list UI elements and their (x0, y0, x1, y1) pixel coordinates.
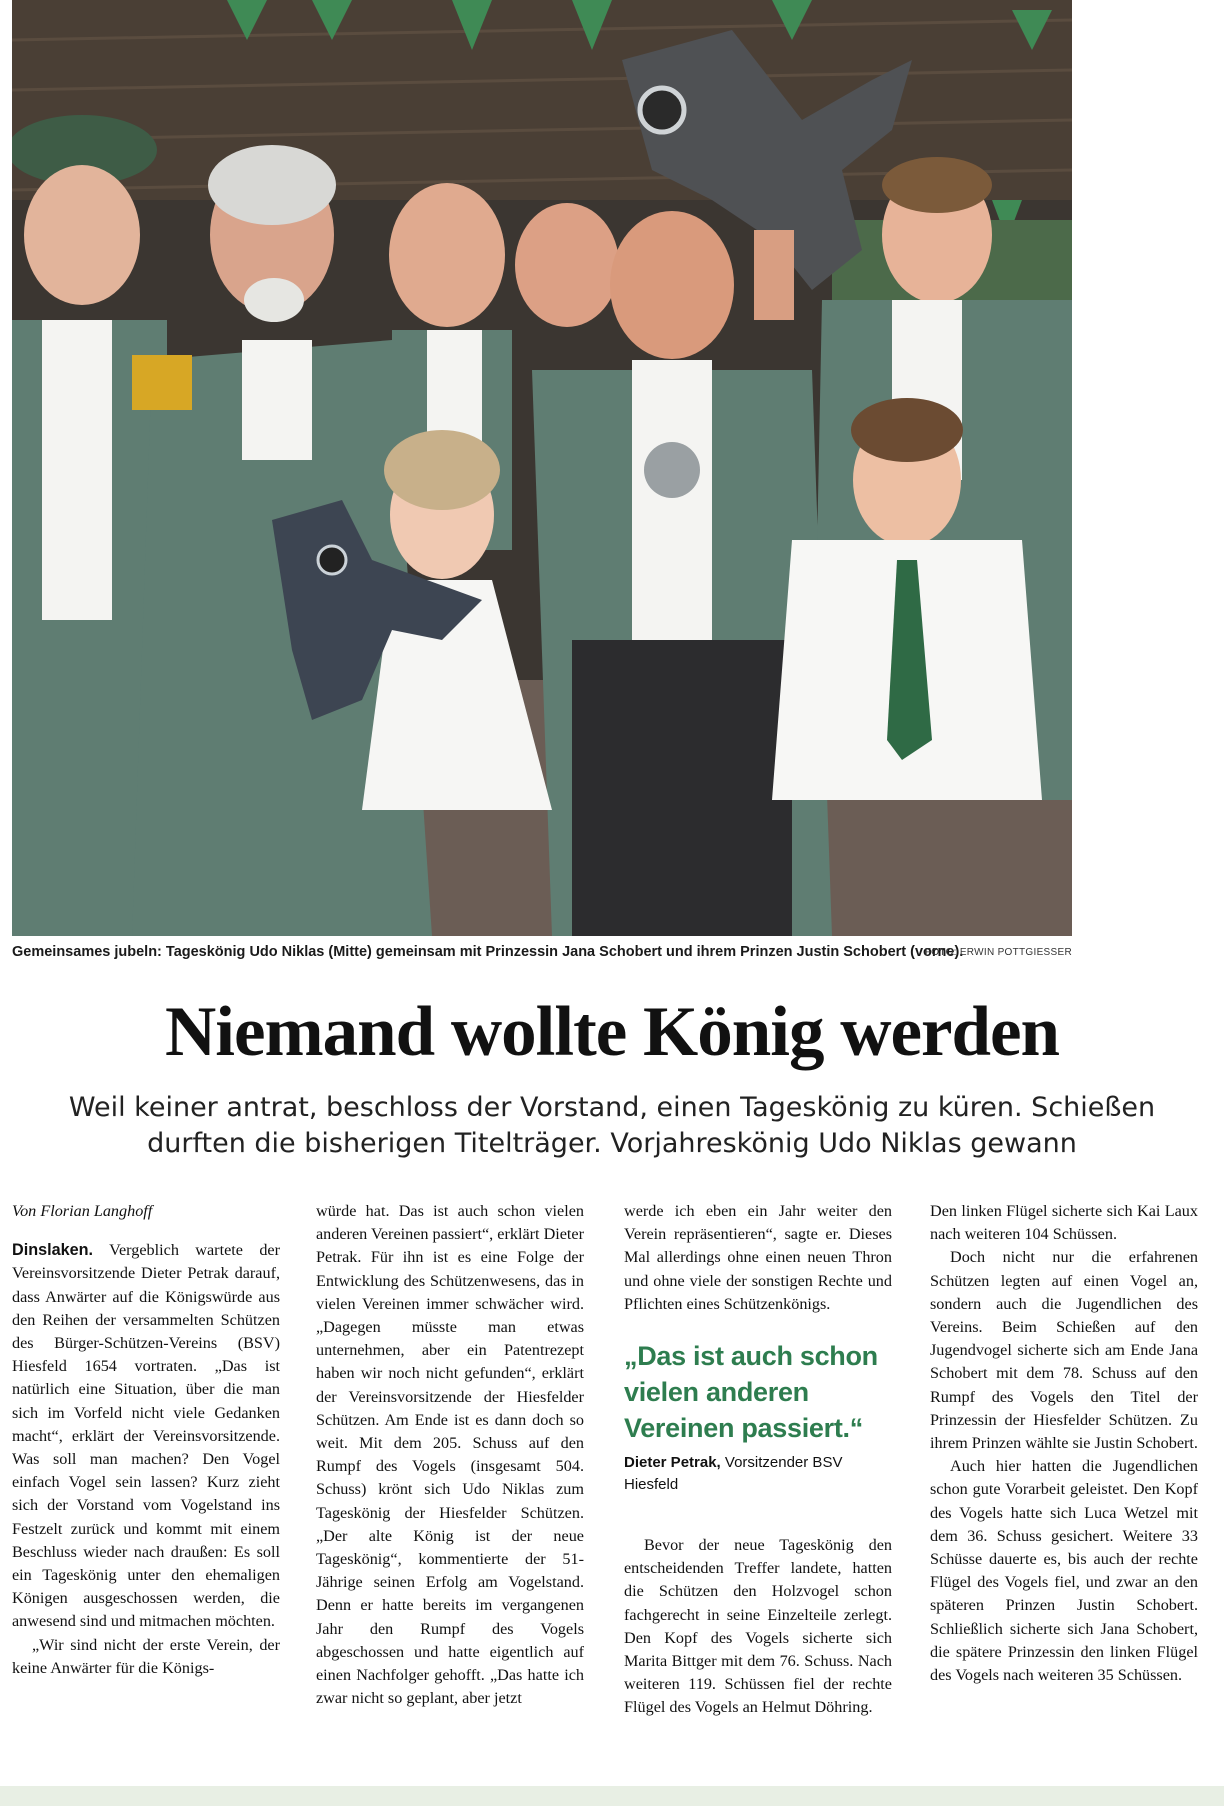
headline: Niemand wollte König werden (165, 993, 1059, 1071)
page-bottom-band (0, 1786, 1224, 1806)
article-column-1 (12, 1200, 280, 1680)
quote-author: Dieter Petrak, (624, 1454, 721, 1472)
subhead-line-1: Weil keiner antrat, beschloss der Vorstand, einen Tageskönig zu küren. Schießen (68, 1092, 1156, 1123)
pull-quote-text: „Das ist auch schon vielen anderen Vereinen passiert.“ (624, 1341, 878, 1444)
group-photo-illustration (12, 0, 1072, 936)
article-column-2 (316, 1200, 584, 1710)
subheadline (12, 1090, 1212, 1162)
pull-quote-attribution (624, 1452, 892, 1496)
paragraph: Den linken Flügel sicherte sich Kai Laux nach weiteren 104 Schüssen. (930, 1202, 1198, 1244)
paragraph: Bevor der neue Tageskönig den entscheidenden Treffer landete, hatten die Schützen den Holzvogel schon fachgerecht in seine Einzelteile zerlegt. Den Kopf des Vogels sicherte sich Marita Bittger mit dem 76. Schuss. Nach weiteren 119. Schüssen fiel der rechte Flügel des Vogels an Helmut Döhring. (624, 1536, 892, 1717)
quote-role: Vorsitzender BSV Hiesfeld (624, 1454, 843, 1494)
article-column-3 (624, 1200, 892, 1720)
subhead-line-2: durften die bisherigen Titelträger. Vorjahreskönig Udo Niklas gewann (147, 1128, 1077, 1159)
paragraph: Auch hier hatten die Jugendlichen schon gute Vorarbeit geleistet. Den Kopf des Vogels hatte sich Luca Wetzel mit dem 36. Schuss gesichert. Weitere 33 Schüsse dauerte es, bis auch der rechte Flügel des Vogels fiel, und zwar an den späteren Prinzen Justin Schobert. Schließlich sicherte sich Jana Schobert, die spätere Prinzessin den linken Flügel des Vogels nach weiteren 35 Schüssen. (930, 1457, 1198, 1685)
paragraph (12, 1239, 280, 1633)
paragraph: „Wir sind nicht der erste Verein, der keine Anwärter für die Königs- (12, 1635, 280, 1677)
pull-quote (624, 1338, 892, 1496)
dateline: Dinslaken. (12, 1241, 93, 1260)
photo-credit: FOTO: ERWIN POTTGIESSER (924, 947, 1072, 958)
paragraph: Doch nicht nur die erfahrenen Schützen legten auf einen Vogel an, sondern auch die Jugendlichen des Vereins. Beim Schießen auf den Jugendvogel sicherte sich am Ende Jana Schobert mit dem 78. Schuss auf den Rumpf des Vogels den Titel der Prinzessin der Hiesfelder Schützen. Zu ihrem Prinzen wählte sie Justin Schobert. (930, 1248, 1198, 1453)
paragraph: werde ich eben ein Jahr weiter den Verein repräsentieren“, sagte er. Dieses Mal allerdings ohne einen neuen Thron und ohne viele der sonstigen Rechte und Pflichten eines Schützenkönigs. (624, 1202, 892, 1313)
photo-caption: Gemeinsames jubeln: Tageskönig Udo Niklas (Mitte) gemeinsam mit Prinzessin Jana Schobert und ihrem Prinzen Justin Schobert (vorne). (12, 944, 964, 960)
caption-row (12, 940, 1072, 970)
paragraph: würde hat. Das ist auch schon vielen anderen Vereinen passiert“, erklärt Dieter Petrak. Für ihn ist es eine Folge der Entwicklung des Schützenwesens, das in vielen Vereinen immer schwächer wird. „Dagegen müsste man etwas unternehmen, aber ein Patentrezept haben wir noch nicht gefunden“, erklärt der Vereinsvorsitzende der Hiesfelder Schützen. Am Ende ist es dann doch so weit. Mit dem 205. Schuss auf den Rumpf des Vogels (insgesamt 504. Schuss) krönt sich Udo Niklas zum Tageskönig der Hiesfelder Schützen. „Der alte König ist der neue Tageskönig“, kommentierte der 51-Jährige seinen Erfolg am Vogelstand. Denn er hatte bereits im vergangenen Jahr den Rumpf des Vogels abgeschossen und hatte eigentlich auf einen Nachfolger gehofft. „Das hatte ich zwar nicht so geplant, aber jetzt (316, 1202, 585, 1708)
byline: Von Florian Langhoff (12, 1202, 153, 1220)
paragraph-text: Vergeblich wartete der Vereinsvorsitzende Dieter Petrak darauf, dass Anwärter auf die Königswürde aus den Reihen der versammelten Schützen des Bürger-Schützen-Vereins (BSV) Hiesfeld 1654 vortraten. „Das ist natürlich eine Situation, über die man sich im Vorfeld nicht viele Gedanken macht“, erklärt der Vereinsvorsitzende. Was soll man machen? Den Vogel einfach Vogel sein lassen? Kurz zieht sich der Vorstand vom Vogelstand ins Festzelt zurück und kommt mit einem Beschluss wieder nach draußen: Es soll ein Tageskönig unter den ehemaligen Königen ausgeschossen werden, die anwesend sind und mitmachen möchten. (12, 1241, 280, 1631)
article-photo (12, 0, 1072, 936)
article-column-4 (930, 1200, 1198, 1687)
